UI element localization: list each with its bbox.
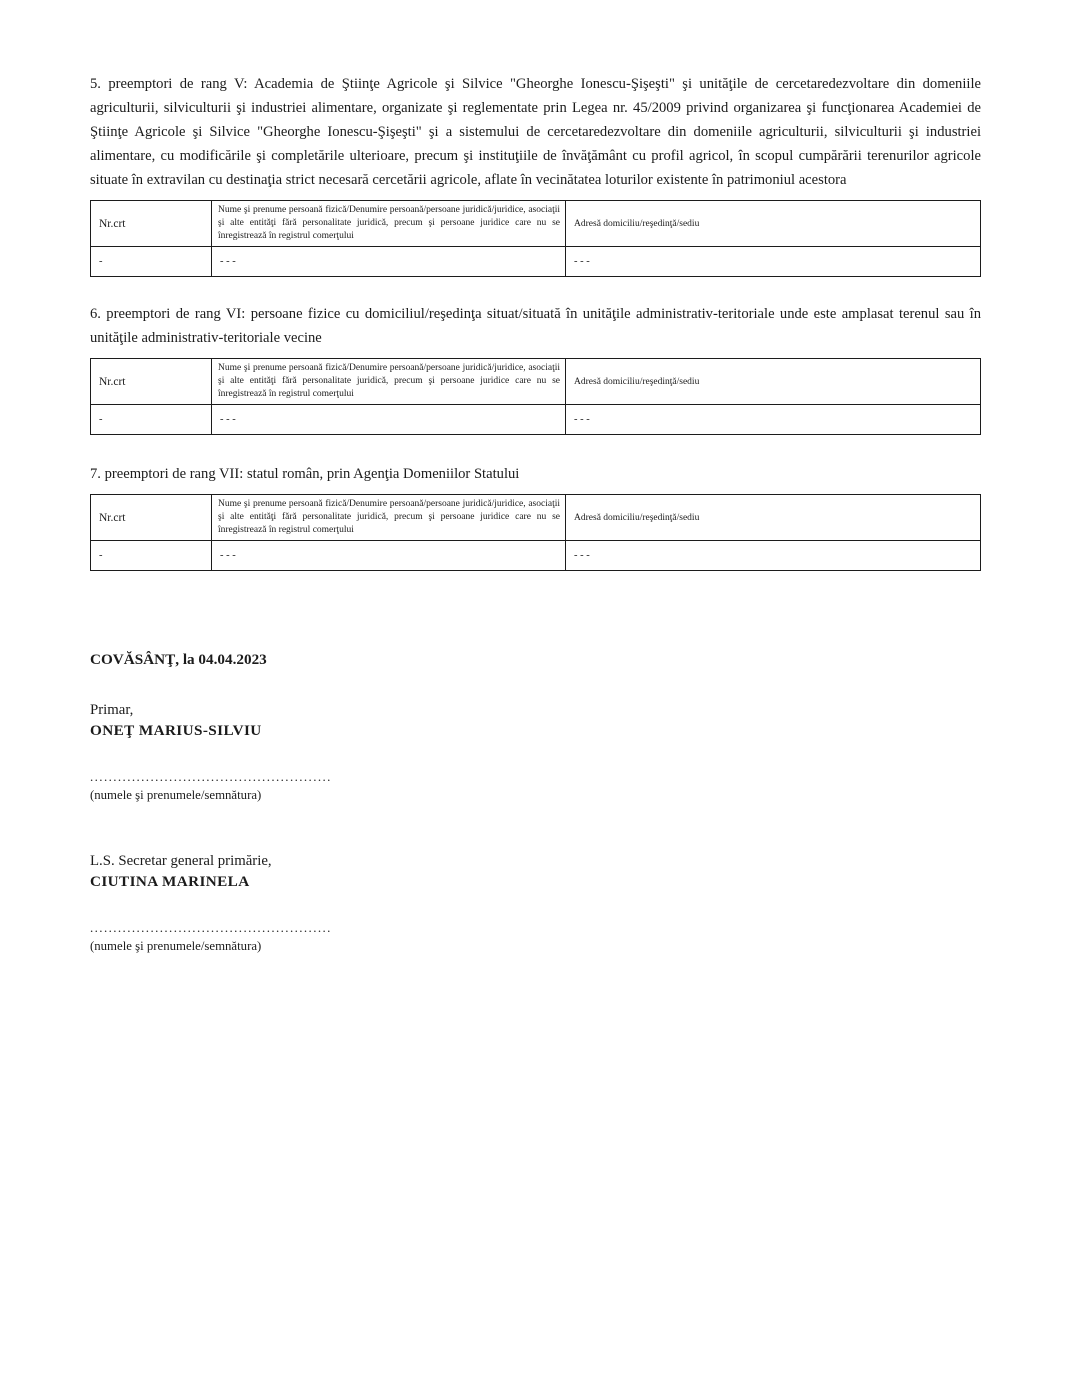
header-cell-name: Nume şi prenume persoană fizică/Denumire persoană/persoane juridică/juridice, asociaţii şi alte entităţi fără personalitate juridică, precum şi persoane juridice care nu se înregistrează în registrul comerţului — [212, 359, 566, 405]
data-cell-address: - - - — [566, 541, 981, 571]
header-cell-nr: Nr.crt — [91, 201, 212, 247]
data-cell-name: - - - — [212, 247, 566, 277]
data-cell-name: - - - — [212, 405, 566, 435]
section-rank7-paragraph: 7. preemptori de rang VII: statul român, prin Agenţia Domeniilor Statului — [90, 466, 520, 482]
signature-role: Primar, — [90, 702, 134, 718]
table-header-row — [91, 359, 981, 405]
header-cell-address: Adresă domiciliu/reşedinţă/sediu — [566, 359, 981, 405]
data-cell-name: - - - — [212, 541, 566, 571]
preemptor-table-rank6 — [90, 358, 981, 435]
signature-name: CIUTINA MARINELA — [90, 873, 250, 890]
data-cell-address: - - - — [566, 405, 981, 435]
data-cell-address: - - - — [566, 247, 981, 277]
header-cell-name: Nume şi prenume persoană fizică/Denumire persoană/persoane juridică/juridice, asociaţii şi alte entităţi fără personalitate juridică, precum şi persoane juridice care nu se înregistrează în registrul comerţului — [212, 201, 566, 247]
table-data-row — [91, 405, 981, 435]
header-cell-nr: Nr.crt — [91, 495, 212, 541]
signature-name: ONEŢ MARIUS-SILVIU — [90, 722, 262, 739]
preemptor-table-rank7 — [90, 494, 981, 571]
header-cell-name: Nume şi prenume persoană fizică/Denumire persoană/persoane juridică/juridice, asociaţii şi alte entităţi fără personalitate juridică, precum şi persoane juridice care nu se înregistrează în registrul comerţului — [212, 495, 566, 541]
signature-line: .................................................... — [90, 920, 332, 935]
place-and-date: COVĂSÂNŢ, la 04.04.2023 — [90, 651, 267, 668]
signature-block-mayor — [90, 702, 981, 803]
table-header-row — [91, 201, 981, 247]
header-cell-address: Adresă domiciliu/reşedinţă/sediu — [566, 495, 981, 541]
signature-block-secretary — [90, 853, 981, 954]
signature-role: L.S. Secretar general primărie, — [90, 853, 272, 869]
signature-caption: (numele şi prenumele/semnătura) — [90, 939, 262, 953]
data-cell-nr: - — [91, 405, 212, 435]
section-rank5-paragraph: 5. preemptori de rang V: Academia de Ştiinţe Agricole şi Silvice "Gheorghe Ionescu-Şişeşti" şi unităţile de cercetaredezvoltare din domeniile agriculturii, silviculturii şi industriei alimentare, organizate şi reglementate prin Legea nr. 45/2009 privind organizarea şi funcţionarea Academiei de Ştiinţe Agricole şi Silvice "Gheorghe Ionescu-Şişeşti" şi a sistemului de cercetaredezvoltare din domeniile agriculturii, silviculturii şi industriei alimentare, cu modificările şi completările ulterioare, precum şi instituţiile de învăţământ cu profil agricol, în scopul cumpărării terenurilor agricole situate în extravilan cu destinaţia strict necesară cercetării agricole, aflate în vecinătatea loturilor existente în patrimoniul acestora — [90, 76, 981, 188]
data-cell-nr: - — [91, 247, 212, 277]
section-rank6-paragraph: 6. preemptori de rang VI: persoane fizice cu domiciliul/reşedinţa situat/situată în unităţile administrativ-teritoriale unde este amplasat terenul sau în unităţile administrativ-teritoriale vecine — [90, 306, 981, 346]
data-cell-nr: - — [91, 541, 212, 571]
table-data-row — [91, 247, 981, 277]
preemptor-table-rank5 — [90, 200, 981, 277]
signature-line: .................................................... — [90, 769, 332, 784]
document-content — [90, 0, 981, 954]
signature-caption: (numele şi prenumele/semnătura) — [90, 788, 262, 802]
table-data-row — [91, 541, 981, 571]
header-cell-nr: Nr.crt — [91, 359, 212, 405]
table-header-row — [91, 495, 981, 541]
header-cell-address: Adresă domiciliu/reşedinţă/sediu — [566, 201, 981, 247]
